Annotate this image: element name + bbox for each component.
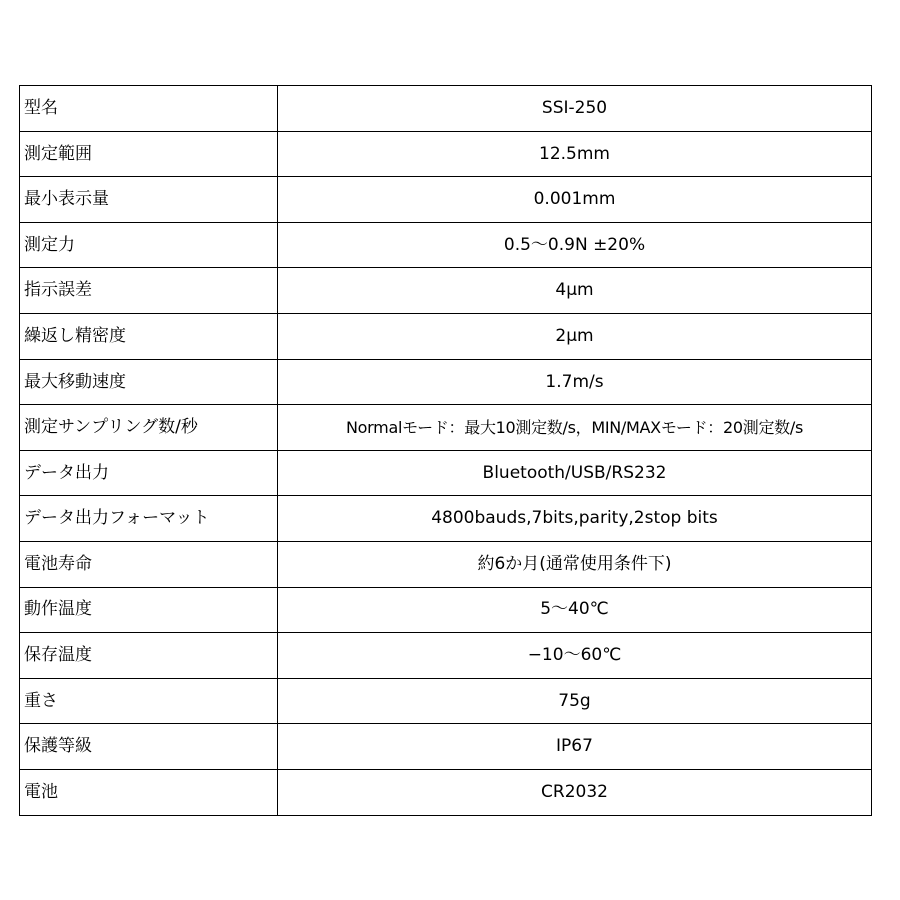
spec-label: 型名 [20, 86, 278, 132]
spec-value: SSI-250 [278, 86, 872, 132]
spec-value: 4μm [278, 268, 872, 314]
spec-row-measuring-range [20, 131, 872, 177]
spec-label: 電池 [20, 769, 278, 815]
spec-value: IP67 [278, 724, 872, 770]
spec-row-battery-life [20, 541, 872, 587]
spec-label: 保護等級 [20, 724, 278, 770]
spec-row-accuracy [20, 268, 872, 314]
spec-table-body [20, 86, 872, 816]
spec-row-resolution [20, 177, 872, 223]
spec-label: 測定範囲 [20, 131, 278, 177]
spec-row-data-format [20, 496, 872, 542]
spec-label: 測定力 [20, 222, 278, 268]
spec-label: データ出力 [20, 450, 278, 496]
spec-label: 指示誤差 [20, 268, 278, 314]
spec-value: 5～40℃ [278, 587, 872, 633]
spec-value: −10～60℃ [278, 633, 872, 679]
spec-row-data-output [20, 450, 872, 496]
spec-value: Normalモード：最大10測定数/s，MIN/MAXモード：20測定数/s [278, 405, 872, 451]
spec-row-protection-class [20, 724, 872, 770]
spec-row-model [20, 86, 872, 132]
spec-value: 0.5～0.9N ±20% [278, 222, 872, 268]
spec-label: 繰返し精密度 [20, 313, 278, 359]
spec-row-sampling-rate [20, 405, 872, 451]
spec-row-weight [20, 678, 872, 724]
spec-row-storage-temperature [20, 633, 872, 679]
spec-label: 測定サンプリング数/秒 [20, 405, 278, 451]
spec-label: 動作温度 [20, 587, 278, 633]
spec-row-measuring-force [20, 222, 872, 268]
spec-value: 2μm [278, 313, 872, 359]
spec-table [19, 85, 872, 816]
spec-value: CR2032 [278, 769, 872, 815]
spec-value: 75g [278, 678, 872, 724]
spec-label: 最大移動速度 [20, 359, 278, 405]
spec-label: 保存温度 [20, 633, 278, 679]
spec-value: 1.7m/s [278, 359, 872, 405]
spec-value: 12.5mm [278, 131, 872, 177]
spec-value: 0.001mm [278, 177, 872, 223]
spec-row-operating-temperature [20, 587, 872, 633]
spec-label: データ出力フォーマット [20, 496, 278, 542]
spec-value: Bluetooth/USB/RS232 [278, 450, 872, 496]
spec-value: 約6か月(通常使用条件下) [278, 541, 872, 587]
spec-row-max-speed [20, 359, 872, 405]
spec-label: 重さ [20, 678, 278, 724]
spec-label: 最小表示量 [20, 177, 278, 223]
spec-row-repeatability [20, 313, 872, 359]
spec-row-battery [20, 769, 872, 815]
spec-label: 電池寿命 [20, 541, 278, 587]
spec-value: 4800bauds,7bits,parity,2stop bits [278, 496, 872, 542]
